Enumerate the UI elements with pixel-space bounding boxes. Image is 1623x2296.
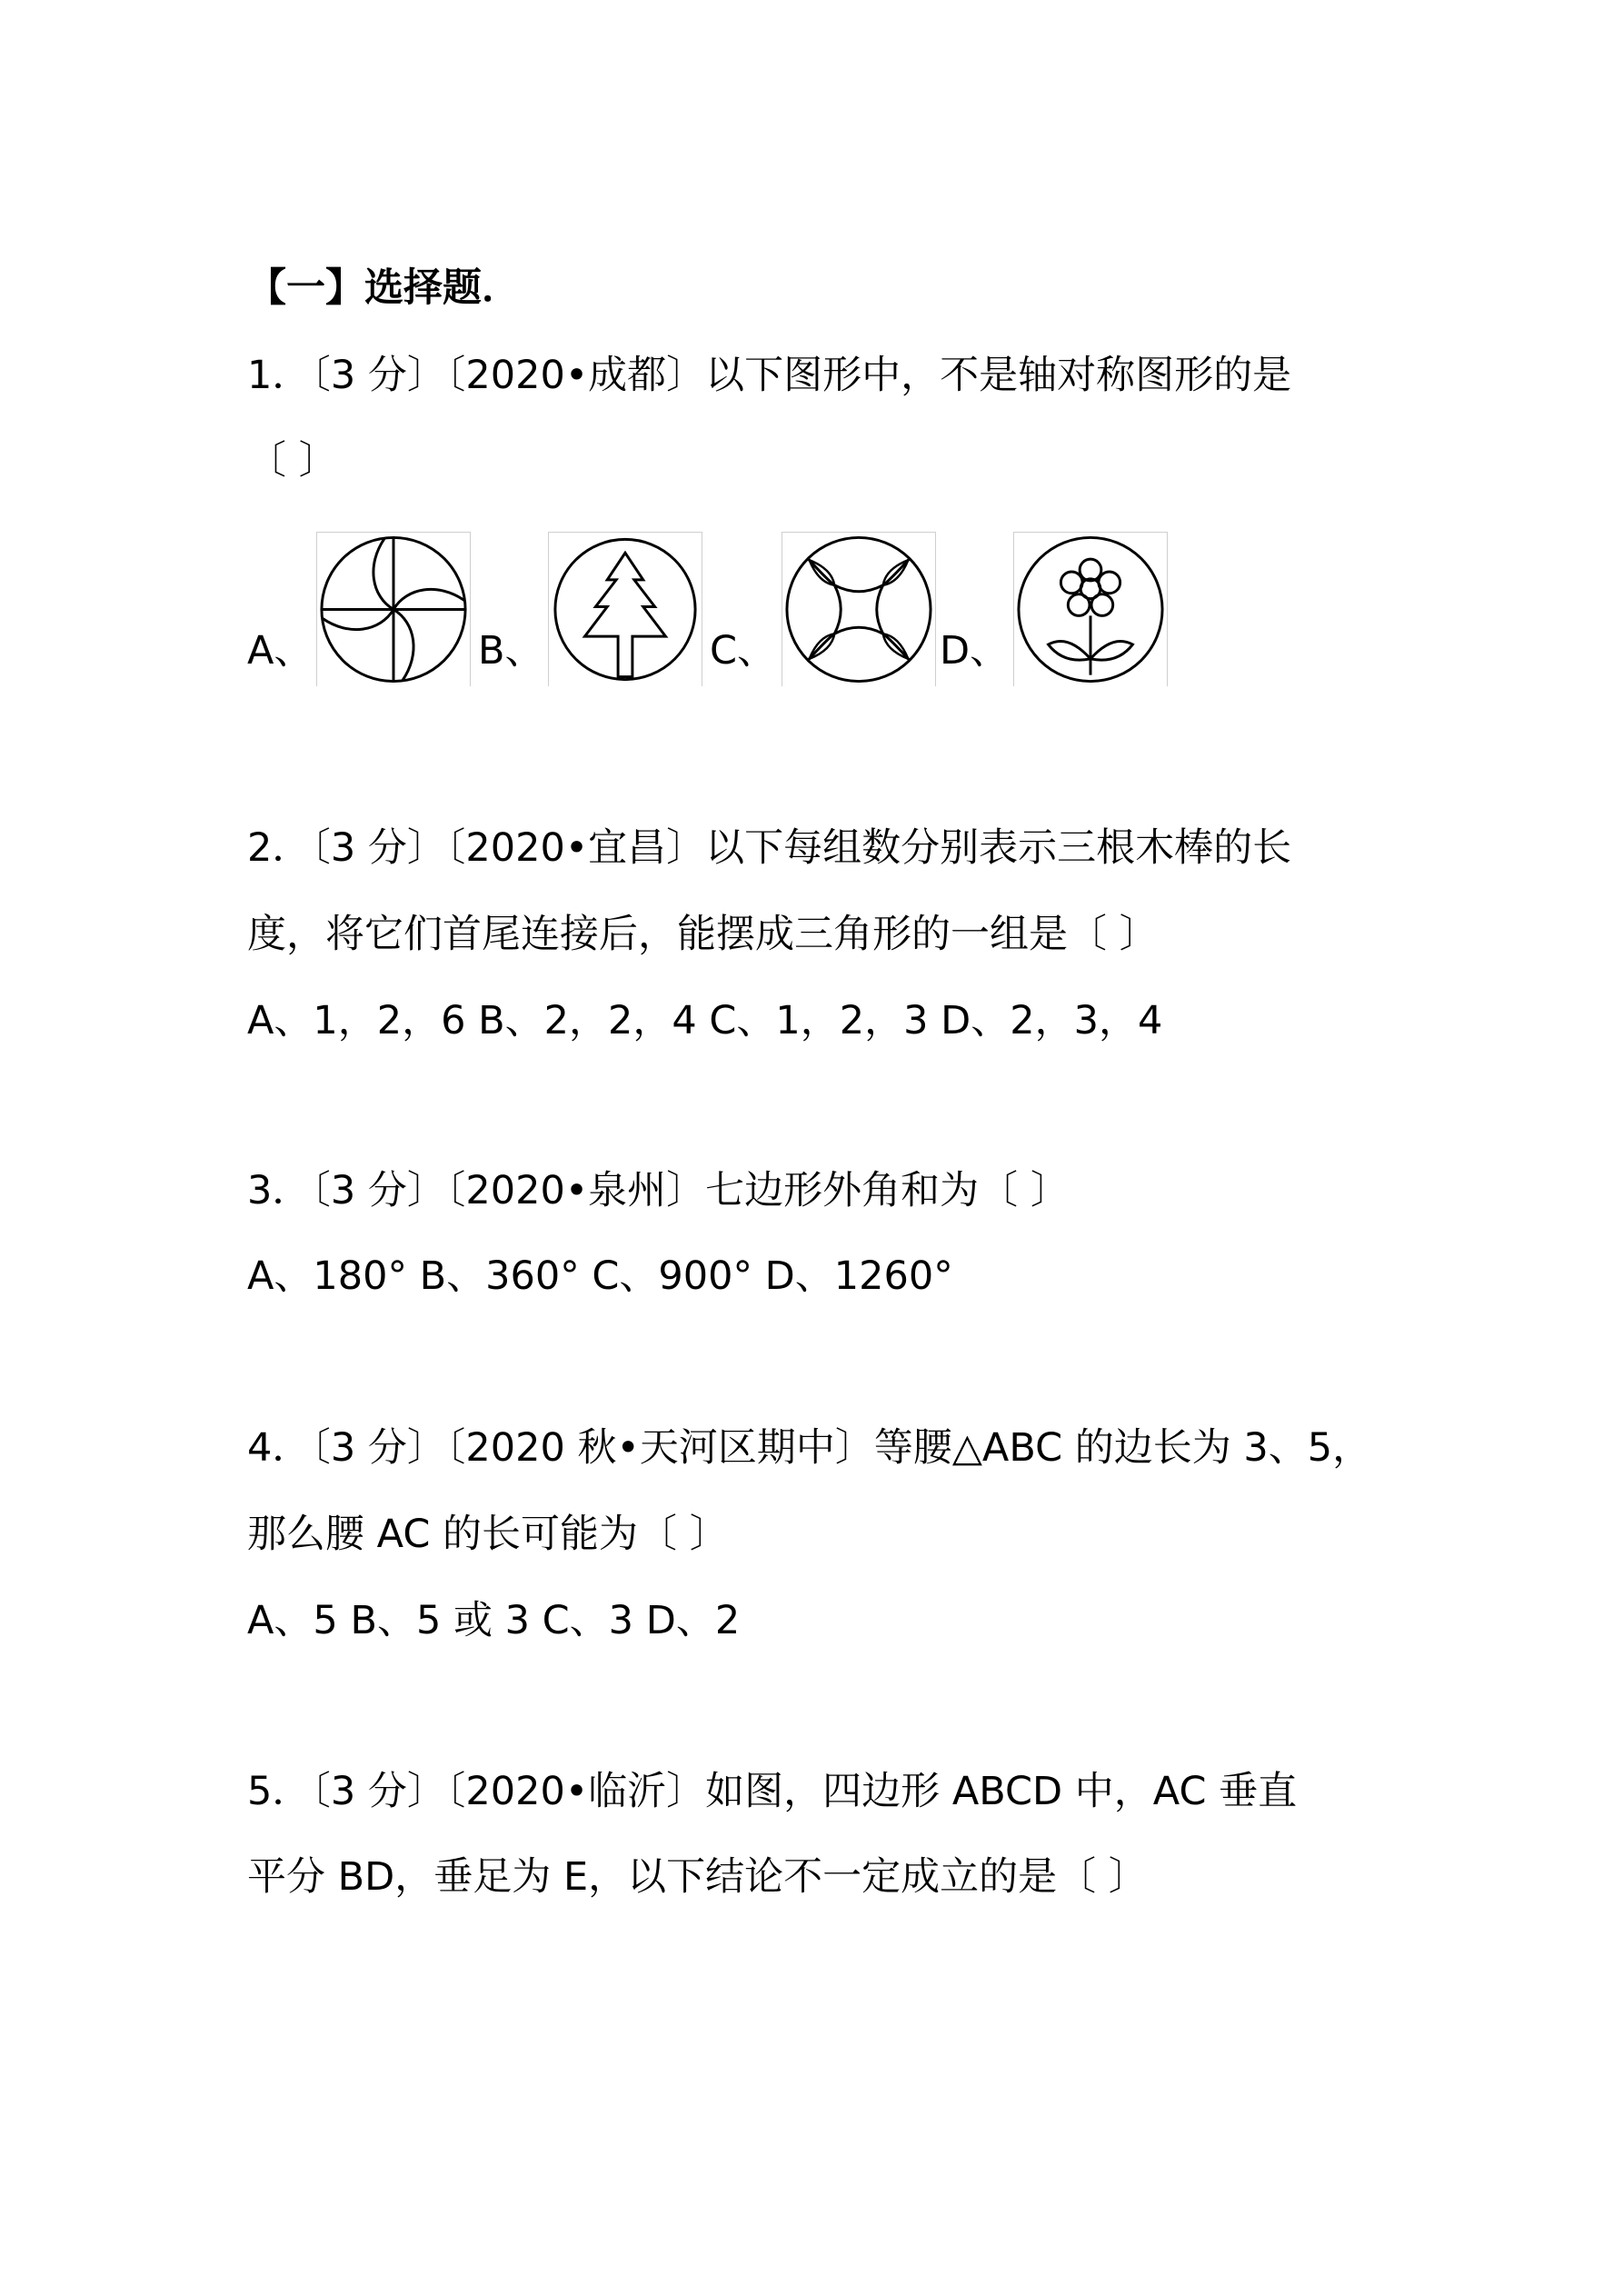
q1-options <box>247 532 1247 688</box>
q5-line-1: 5．〔3 分〕〔2020•临沂〕如图，四边形 ABCD 中，AC 垂直 <box>247 1769 1298 1814</box>
flower-circle-icon <box>1013 532 1168 686</box>
q1-option-d-label: D、 <box>940 628 1010 674</box>
q1-option-c-label: C、 <box>710 628 777 674</box>
q1-option-b-label: B、 <box>478 628 544 674</box>
q3-options: A、180° B、360° C、900° D、1260° <box>247 1253 953 1299</box>
q1-option-a-label: A、 <box>247 628 314 674</box>
q1-line-1: 1．〔3 分〕〔2020•成都〕以下图形中，不是轴对称图形的是 <box>247 353 1292 398</box>
pine-tree-circle-icon <box>548 532 702 686</box>
q2-options: A、1，2，6 B、2，2，4 C、1，2，3 D、2，3，4 <box>247 998 1163 1043</box>
q4-line-1: 4．〔3 分〕〔2020 秋•天河区期中〕等腰△ABC 的边长为 3、5， <box>247 1425 1372 1471</box>
section-title: 【一】选择题． <box>247 265 521 311</box>
q3-line-1: 3．〔3 分〕〔2020•泉州〕七边形外角和为〔 〕 <box>247 1168 1070 1213</box>
q1-line-2: 〔 〕 <box>247 438 338 484</box>
pinwheel-circle-icon <box>316 532 471 686</box>
q4-options: A、5 B、5 或 3 C、3 D、2 <box>247 1598 741 1643</box>
q2-line-2: 度，将它们首尾连接后，能摆成三角形的一组是〔 〕 <box>247 912 1159 957</box>
coin-square-circle-icon <box>782 532 936 686</box>
q4-line-2: 那么腰 AC 的长可能为〔 〕 <box>247 1512 729 1557</box>
q2-line-1: 2．〔3 分〕〔2020•宜昌〕以下每组数分别表示三根木棒的长 <box>247 825 1292 871</box>
q5-line-2: 平分 BD，垂足为 E，以下结论不一定成立的是〔 〕 <box>247 1854 1148 1900</box>
